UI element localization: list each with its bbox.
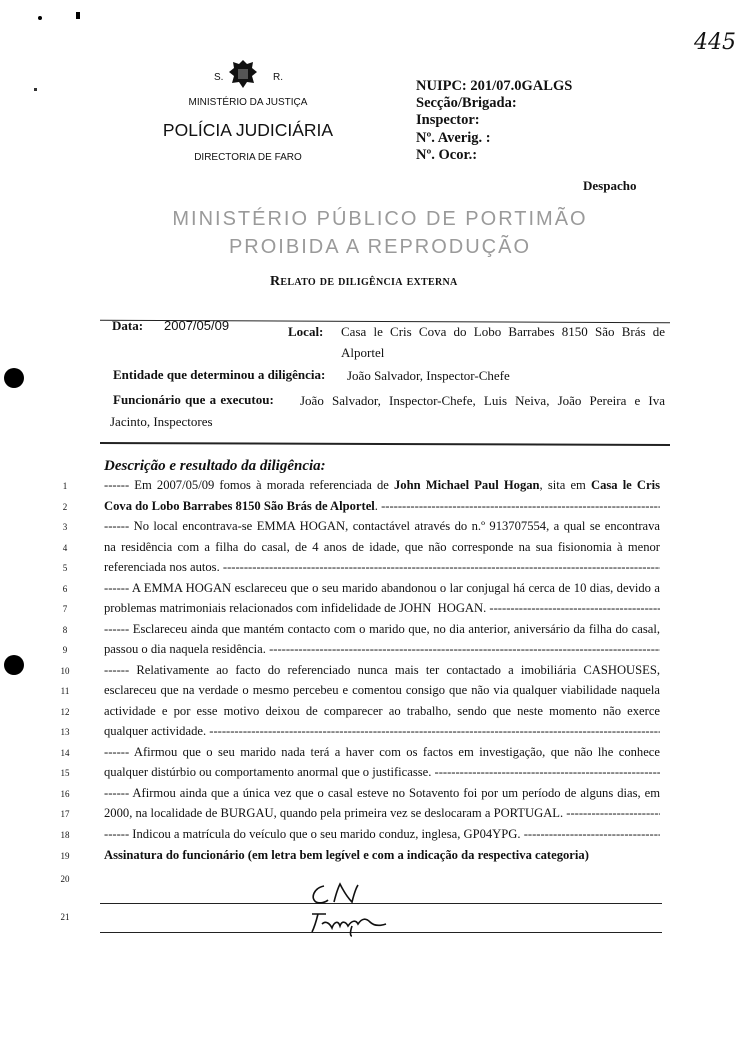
inspector-field: Inspector:	[416, 112, 480, 128]
description-line	[104, 663, 660, 680]
dash-filler	[381, 499, 660, 514]
text-segment: ------ Esclareceu ainda que mantém contacto com o marido que, no dia anterior, aniversário da filha do casal,	[104, 622, 660, 636]
description-line	[104, 745, 660, 762]
line-number: 12	[60, 707, 70, 717]
description-line	[104, 786, 660, 803]
text-segment: actividade e por esse motivo deixou de comparecer ao trabalho, sendo que neste momento não exerce	[104, 704, 660, 718]
description-line	[104, 560, 660, 575]
text-segment: ------ Relativamente ao facto do referenciado nunca mais ter contactado a imobiliária CASHOUSES,	[104, 663, 660, 677]
nuipc: NUIPC: 201/07.0GALGS	[416, 78, 573, 94]
line-number: 20	[60, 874, 70, 884]
local-value: Casa le Cris Cova do Lobo Barrabes 8150 São Brás de	[341, 324, 665, 339]
dash-filler	[566, 806, 660, 821]
text-segment: esclareceu que na verdade o mesmo percebeu e comentou consigo que não via qualquer viabilidade naquela	[104, 683, 660, 697]
line-number: 3	[62, 522, 68, 532]
text-segment: ------ No local encontrava-se EMMA HOGAN, contactável através do n.º 913707554, a qual se encontrava	[104, 519, 660, 533]
seccao-brigada: Secção/Brigada:	[416, 95, 517, 111]
description-heading: Descrição e resultado da diligência:	[104, 458, 326, 474]
dash-filler	[524, 827, 660, 842]
line-number: 9	[62, 645, 68, 655]
description-line	[104, 765, 660, 780]
text-segment: ------ Indicou a matrícula do veículo que o seu marido conduz, inglesa, GP04YPG.	[104, 827, 524, 841]
line-number: 17	[60, 809, 70, 819]
description-line	[104, 724, 660, 739]
police-name: POLÍCIA JUDICIÁRIA	[162, 120, 334, 140]
line-number: 16	[60, 789, 70, 799]
line-number: 15	[60, 768, 70, 778]
seal-right-letter: R.	[273, 72, 283, 83]
line-number: 18	[60, 830, 70, 840]
text-segment: ------ Afirmou ainda que a única vez que o casal esteve no Sotavento foi por um período de alguns dias, em	[104, 786, 660, 800]
dash-filler	[223, 560, 660, 575]
bold-text: Casa le Cris	[590, 478, 660, 492]
local-value-continued: Alportel	[341, 345, 385, 360]
ministry-name: MINISTÉRIO DA JUSTIÇA	[188, 97, 308, 108]
funcionario-value: João Salvador, Inspector-Chefe, Luis Neiva, João Pereira e Iva	[300, 393, 665, 408]
line-number: 13	[60, 727, 70, 737]
scan-speck	[34, 88, 37, 91]
description-line	[104, 581, 660, 598]
line-number: 19	[60, 851, 70, 861]
description-line	[104, 806, 660, 821]
punch-hole	[4, 368, 24, 388]
document-title: Relato de diligência externa	[270, 274, 458, 289]
line-text	[104, 642, 269, 657]
description-line	[104, 622, 660, 639]
text-segment: ------ A EMMA HOGAN esclareceu que o seu marido abandonou o lar conjugal há cerca de 10 dias, devido a	[104, 581, 660, 595]
text-segment: .	[374, 499, 382, 513]
line-text	[104, 806, 566, 821]
line-text	[104, 601, 489, 616]
scan-speck	[76, 12, 80, 19]
line-number: 1	[62, 481, 68, 491]
description-line	[104, 540, 660, 557]
text-segment: problemas matrimoniais relacionados com infidelidade de JOHN HOGAN.	[104, 601, 490, 615]
description-line	[104, 642, 660, 657]
text-segment: passou o dia naquela residência.	[104, 642, 270, 656]
funcionario-value-continued: Jacinto, Inspectores	[110, 414, 213, 429]
description-line	[104, 827, 660, 842]
line-text	[104, 848, 589, 863]
description-line	[104, 683, 660, 700]
watermark-line-2: PROIBIDA A REPRODUÇÃO	[228, 236, 532, 258]
data-label: Data:	[112, 318, 144, 333]
line-number: 6	[62, 584, 68, 594]
line-number: 8	[62, 625, 68, 635]
scan-speck	[38, 16, 42, 20]
description-line	[104, 704, 660, 721]
funcionario-label: Funcionário que a executou:	[113, 392, 274, 407]
description-line	[104, 478, 660, 495]
text-segment: ------ Em 2007/05/09 fomos à morada referenciada de	[104, 478, 394, 492]
bold-text: John Michael Paul Hogan	[394, 478, 540, 492]
dash-filler	[489, 601, 660, 616]
line-number: 21	[60, 912, 70, 922]
punch-hole	[4, 655, 24, 675]
text-segment: ------ Afirmou que o seu marido nada terá a haver com os factos em investigação, que não lhe conhece	[104, 745, 660, 759]
handwritten-page-number: 445	[694, 30, 736, 55]
dash-filler	[435, 765, 660, 780]
coat-of-arms-seal	[228, 58, 258, 90]
bold-text: Cova do Lobo Barrabes 8150 São Brás de Alportel	[104, 499, 375, 513]
description-line	[104, 499, 660, 514]
line-text	[104, 499, 381, 514]
data-value: 2007/05/09	[164, 318, 230, 333]
entidade-label: Entidade que determinou a diligência:	[113, 367, 326, 382]
entidade-value: João Salvador, Inspector-Chefe	[347, 368, 510, 383]
line-number: 4	[62, 543, 68, 553]
line-number: 7	[62, 604, 68, 614]
line-number: 11	[60, 686, 70, 696]
text-segment: qualquer actividade.	[104, 724, 210, 738]
ocor-number: Nº. Ocor.:	[416, 147, 478, 163]
bold-text: Assinatura do funcionário (em letra bem legível e com a indicação da respectiva categoria)	[104, 848, 589, 862]
line-number: 14	[60, 748, 70, 758]
watermark-line-1: MINISTÉRIO PÚBLICO DE PORTIMÃO	[172, 208, 588, 230]
line-text	[104, 765, 435, 780]
dash-filler	[269, 642, 660, 657]
line-text	[104, 560, 223, 575]
averig-number: Nº. Averig. :	[416, 130, 491, 146]
line-number: 10	[60, 666, 70, 676]
description-line	[104, 848, 660, 863]
handwritten-signature	[300, 880, 410, 938]
text-segment: referenciada nos autos.	[104, 560, 223, 574]
description-line	[104, 519, 660, 536]
description-line	[104, 601, 660, 616]
line-number: 5	[62, 563, 68, 573]
dash-filler	[209, 724, 660, 739]
line-text	[104, 827, 524, 842]
seal-left-letter: S.	[214, 72, 224, 83]
text-segment: 2000, na localidade de BURGAU, quando pela primeira vez se deslocaram a PORTUGAL.	[104, 806, 567, 820]
text-segment: , sita em	[539, 478, 591, 492]
directorate-name: DIRECTORIA DE FARO	[194, 152, 302, 163]
despacho-label: Despacho	[583, 178, 637, 193]
text-segment: qualquer distúrbio ou comportamento anormal que o justificasse.	[104, 765, 435, 779]
divider	[100, 442, 670, 445]
local-label: Local:	[288, 324, 324, 339]
line-text	[104, 724, 209, 739]
line-number: 2	[62, 502, 68, 512]
text-segment: na residência com a filha do casal, de 4 anos de idade, que não corresponde na sua fisionomia à menor	[104, 540, 660, 554]
